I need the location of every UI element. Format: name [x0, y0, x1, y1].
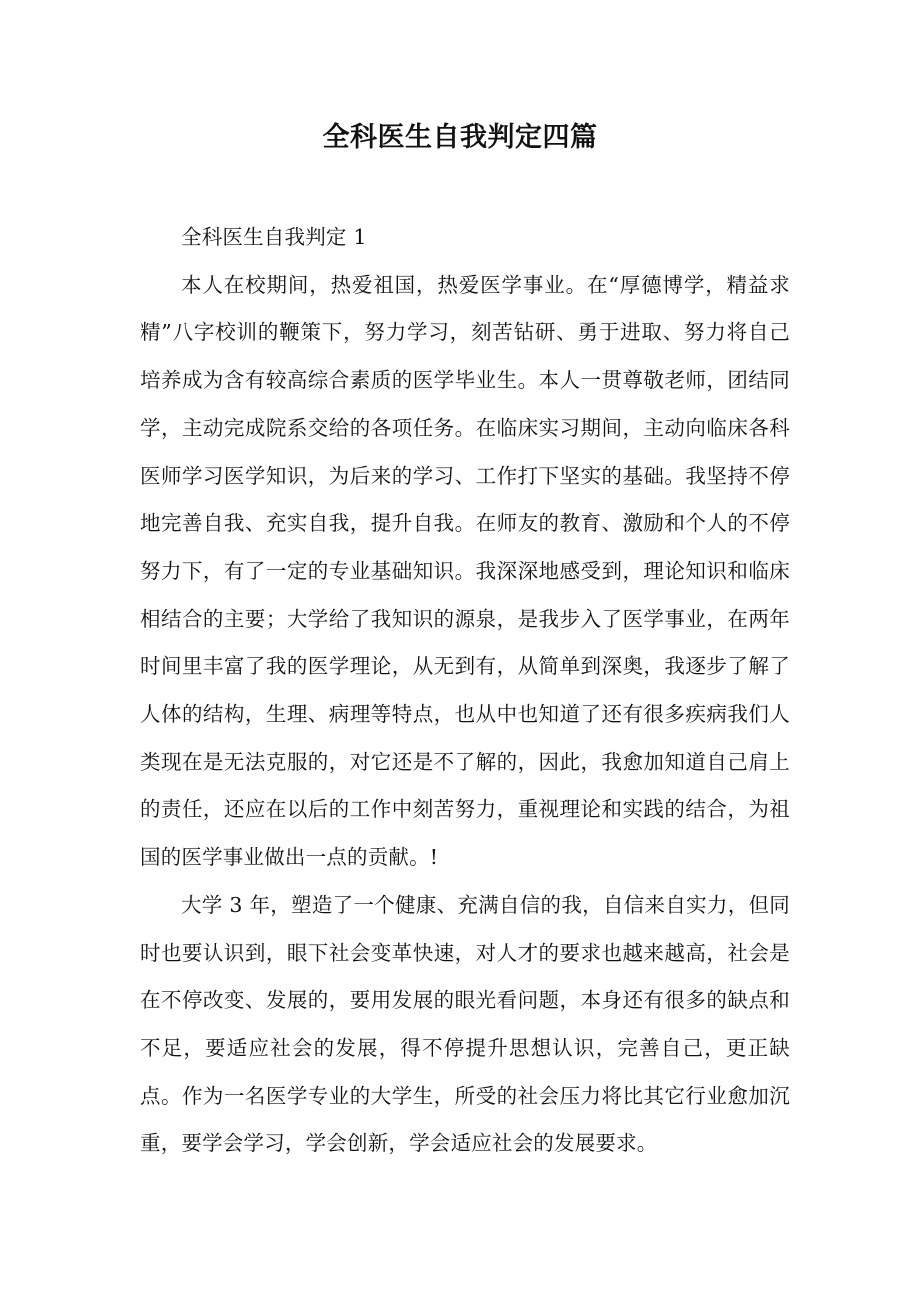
section-heading: 全科医生自我判定 1 [181, 225, 367, 249]
paragraph-1: 本人在校期间，热爱祖国，热爱医学事业。在“厚德博学，精益求精”八字校训的鞭策下，努力学习，刻苦钻研、勇于进取、努力将自己培养成为含有较高综合素质的医学毕业生。本人一贯尊敬老师，团结同学，主动完成院系交给的各项任务。在临床实习期间，主动向临床各科医师学习医学知识，为后来的学习、工作打下坚实的基础。我坚持不停地完善自我、充实自我，提升自我。在师友的教育、激励和个人的不停努力下，有了一定的专业基础知识。我深深地感受到，理论知识和临床相结合的主要；大学给了我知识的源泉，是我步入了医学事业，在两年时间里丰富了我的医学理论，从无到有，从简单到深奥，我逐步了解了人体的结构，生理、病理等特点，也从中也知道了还有很多疾病我们人类现在是无法克服的，对它还是不了解的，因此，我愈加知道自己肩上的责任，还应在以后的工作中刻苦努力，重视理论和实践的结合，为祖国的医学事业做出一点的贡献。! [140, 272, 790, 870]
document-title: 全科医生自我判定四篇 [322, 122, 598, 153]
paragraph-2: 大学 3 年，塑造了一个健康、充满自信的我，自信来自实力，但同时也要认识到，眼下社会变革快速，对人才的要求也越来越高，社会是在不停改变、发展的，要用发展的眼光看问题，本身还有很多的缺点和不足，要适应社会的发展，得不停提升思想认识，完善自己，更正缺点。作为一名医学专业的大学生，所受的社会压力将比其它行业愈加沉重，要学会学习，学会创新，学会适应社会的发展要求。 [140, 892, 790, 1156]
document-body [140, 214, 790, 1168]
